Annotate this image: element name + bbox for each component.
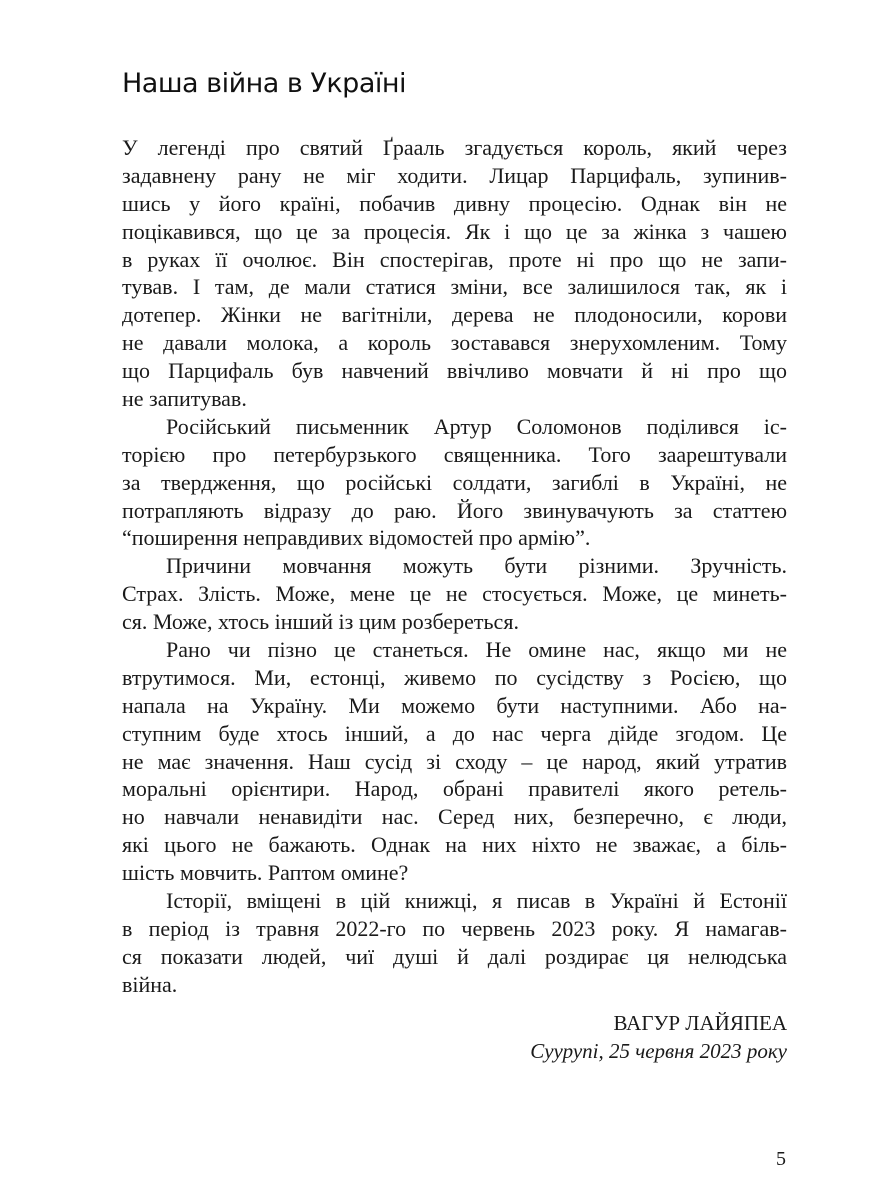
text-line: Страх. Злість. Може, мене це не стосується. Може, це минеть-: [122, 581, 787, 607]
place-date: Суурупі, 25 червня 2023 року: [530, 1039, 787, 1063]
text-line: тував. І там, де мали статися зміни, все залишилося так, як і: [122, 274, 787, 300]
text-line: Причини мовчання можуть бути різними. Зручність.: [166, 553, 787, 579]
text-line: не давали молока, а король зоставався знерухомленим. Тому: [122, 330, 787, 356]
text-line: задавнену рану не міг ходити. Лицар Парцифаль, зупинив-: [122, 162, 787, 188]
paragraph: [122, 636, 787, 887]
page-number: 5: [776, 1148, 786, 1170]
paragraph: [122, 887, 787, 999]
text-line: ся. Може, хтось інший із цим розбереться.: [122, 609, 519, 635]
text-line: війна.: [122, 971, 178, 997]
author-signature: ВАГУР ЛАЙЯПЕА: [613, 1011, 787, 1035]
text-line: поцікавився, що це за процесія. Як і що це за жінка з чашею: [122, 218, 787, 244]
text-line: в руках її очолює. Він спостерігав, проте ні про що не запи-: [122, 246, 787, 272]
text-line: потрапляють відразу до раю. Його звинувачують за статтею: [122, 497, 787, 523]
text-line: в період із травня 2022-го по червень 2023 року. Я намагав-: [122, 915, 787, 941]
text-line: напала на Україну. Ми можемо бути наступними. Або на-: [122, 692, 787, 718]
text-line: торією про петербурзького священника. Того заарештували: [122, 441, 787, 467]
text-line: “поширення неправдивих відомостей про армію”.: [122, 525, 591, 551]
text-line: втрутимося. Ми, естонці, живемо по сусідству з Росією, що: [122, 664, 787, 690]
paragraph: [122, 552, 787, 636]
text-line: У легенді про святий Ґрааль згадується король, який через: [122, 135, 787, 160]
text-line: Рано чи пізно це станеться. Не омине нас, якщо ми не: [166, 637, 787, 663]
text-line: ся показати людей, чиї душі й далі роздирає ця нелюдська: [122, 943, 787, 969]
text-line: Історії, вміщені в цій книжці, я писав в Україні й Естонії: [166, 888, 787, 914]
body-text: [122, 134, 787, 999]
page-title: Наша війна в Україні: [122, 68, 407, 99]
paragraph: [122, 134, 787, 413]
text-line: Російський письменник Артур Соломонов поділився іс-: [166, 413, 787, 439]
text-line: що Парцифаль був навчений ввічливо мовчати й ні про що: [122, 358, 787, 384]
text-line: не має значення. Наш сусід зі сходу – це народ, який утратив: [122, 748, 787, 774]
text-line: за твердження, що російські солдати, загиблі в Україні, не: [122, 469, 787, 495]
text-line: не запитував.: [122, 386, 247, 412]
text-line: шись у його країні, побачив дивну процесію. Однак він не: [122, 190, 787, 216]
text-line: но навчали ненавидіти нас. Серед них, безперечно, є люди,: [122, 804, 787, 830]
text-line: які цього не бажають. Однак на них ніхто не зважає, а біль-: [122, 832, 787, 858]
text-line: моральні орієнтири. Народ, обрані правителі якого ретель-: [122, 776, 787, 802]
text-line: дотепер. Жінки не вагітніли, дерева не плодоносили, корови: [122, 302, 787, 328]
text-line: ступним буде хтось інший, а до нас черга дійде згодом. Це: [122, 720, 787, 746]
paragraph: [122, 413, 787, 552]
text-line: шість мовчить. Раптом омине?: [122, 860, 409, 886]
